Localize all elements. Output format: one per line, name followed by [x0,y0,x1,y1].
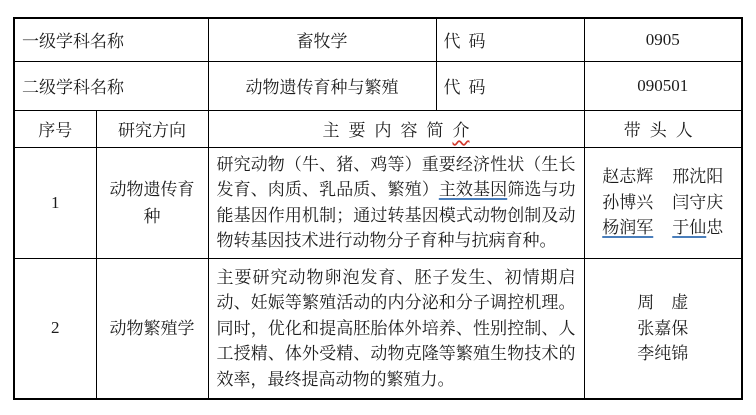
level2-code-label-cell [436,61,584,110]
leader-name: 孙博兴 [602,192,654,212]
level2-code: 090501 [637,75,689,95]
direction1-leaders-cell [584,147,742,258]
table-row-direction-1 [14,147,742,258]
direction1-seq-cell [14,147,96,258]
level2-code-label: 代码 [443,78,494,97]
direction1-name-cell [96,147,208,258]
leader-name: 杨润军 [602,218,654,238]
direction1-intro-before: 研究动物（牛、猪、鸡等）重要经济性状（生长发育、肉质、乳品质、繁殖） [216,154,576,199]
leader-name: 李纯锦 [637,344,689,363]
leader-name-rest: 忠 [706,218,724,238]
level1-code: 0905 [645,29,680,49]
header-intro-cell [208,110,584,147]
level1-code-label-cell [436,18,584,61]
direction1-leaders [585,164,742,241]
leader-line [602,164,723,190]
leader-line [602,190,723,216]
level2-label: 二级学科名称 [22,78,124,97]
level2-code-cell [584,61,742,110]
level2-value-cell [208,61,436,110]
table-header-row [14,110,742,147]
level2-label-cell [14,61,208,110]
disciplines-table [13,17,743,400]
direction2-seq: 2 [51,318,60,338]
header-intro-misspelled-char: 介 [452,121,470,140]
header-seq: 序号 [38,121,73,140]
header-seq-cell [14,110,96,147]
direction1-intro-cell [208,147,584,258]
direction1-name: 动物遗传育种 [109,179,195,226]
table-row-level2 [14,61,742,110]
leader-name: 赵志辉 [602,167,654,187]
level1-label: 一级学科名称 [22,32,124,52]
level1-value-cell [208,18,436,61]
header-intro-main: 主要内容简 [322,121,453,140]
direction2-name-cell [96,258,208,399]
level2-value: 动物遗传育种与繁殖 [245,78,399,97]
direction1-seq: 1 [51,192,60,212]
direction2-intro-cell [208,258,584,399]
leader-line [602,215,723,241]
header-direction-cell [96,110,208,147]
table-row-level1 [14,18,742,61]
level1-code-cell [584,18,742,61]
leader-name-underlined-part: 于仙 [672,218,707,238]
level1-label-cell [14,18,208,61]
direction2-intro: 主要研究动物卵泡发育、胚子发生、初情期启动、妊娠等繁殖活动的内分泌和分子调控机理。同时，优化和提高胚胎体外培养、性别控制、人工授精、体外受精、动物克隆等繁殖生物技术的效率，最终提高动物的繁殖力。 [216,267,576,389]
header-leaders-cell [584,110,742,147]
direction2-seq-cell [14,258,96,399]
leader-name: 张嘉保 [637,318,689,338]
table-row-direction-2 [14,258,742,399]
header-direction: 研究方向 [118,121,186,140]
leader-name: 闫守庆 [672,192,724,212]
level1-value: 畜牧学 [296,32,348,52]
direction1-intro-after: 筛选与功能基因作用机制；通过转基因模式动物创制及动物转基因技术进行动物分子育种与抗病育种。 [216,180,576,250]
direction2-leaders [585,290,742,367]
direction2-name: 动物繁殖学 [109,318,195,338]
leader-name: 邢沈阳 [672,167,724,187]
direction2-leaders-cell [584,258,742,399]
header-leaders: 带头人 [623,121,702,140]
leader-name [672,215,723,241]
direction1-intro-underlined: 主效基因 [438,180,508,199]
level1-code-label: 代码 [443,32,494,52]
leader-name: 周 虚 [637,293,689,312]
direction1-intro [209,148,584,258]
